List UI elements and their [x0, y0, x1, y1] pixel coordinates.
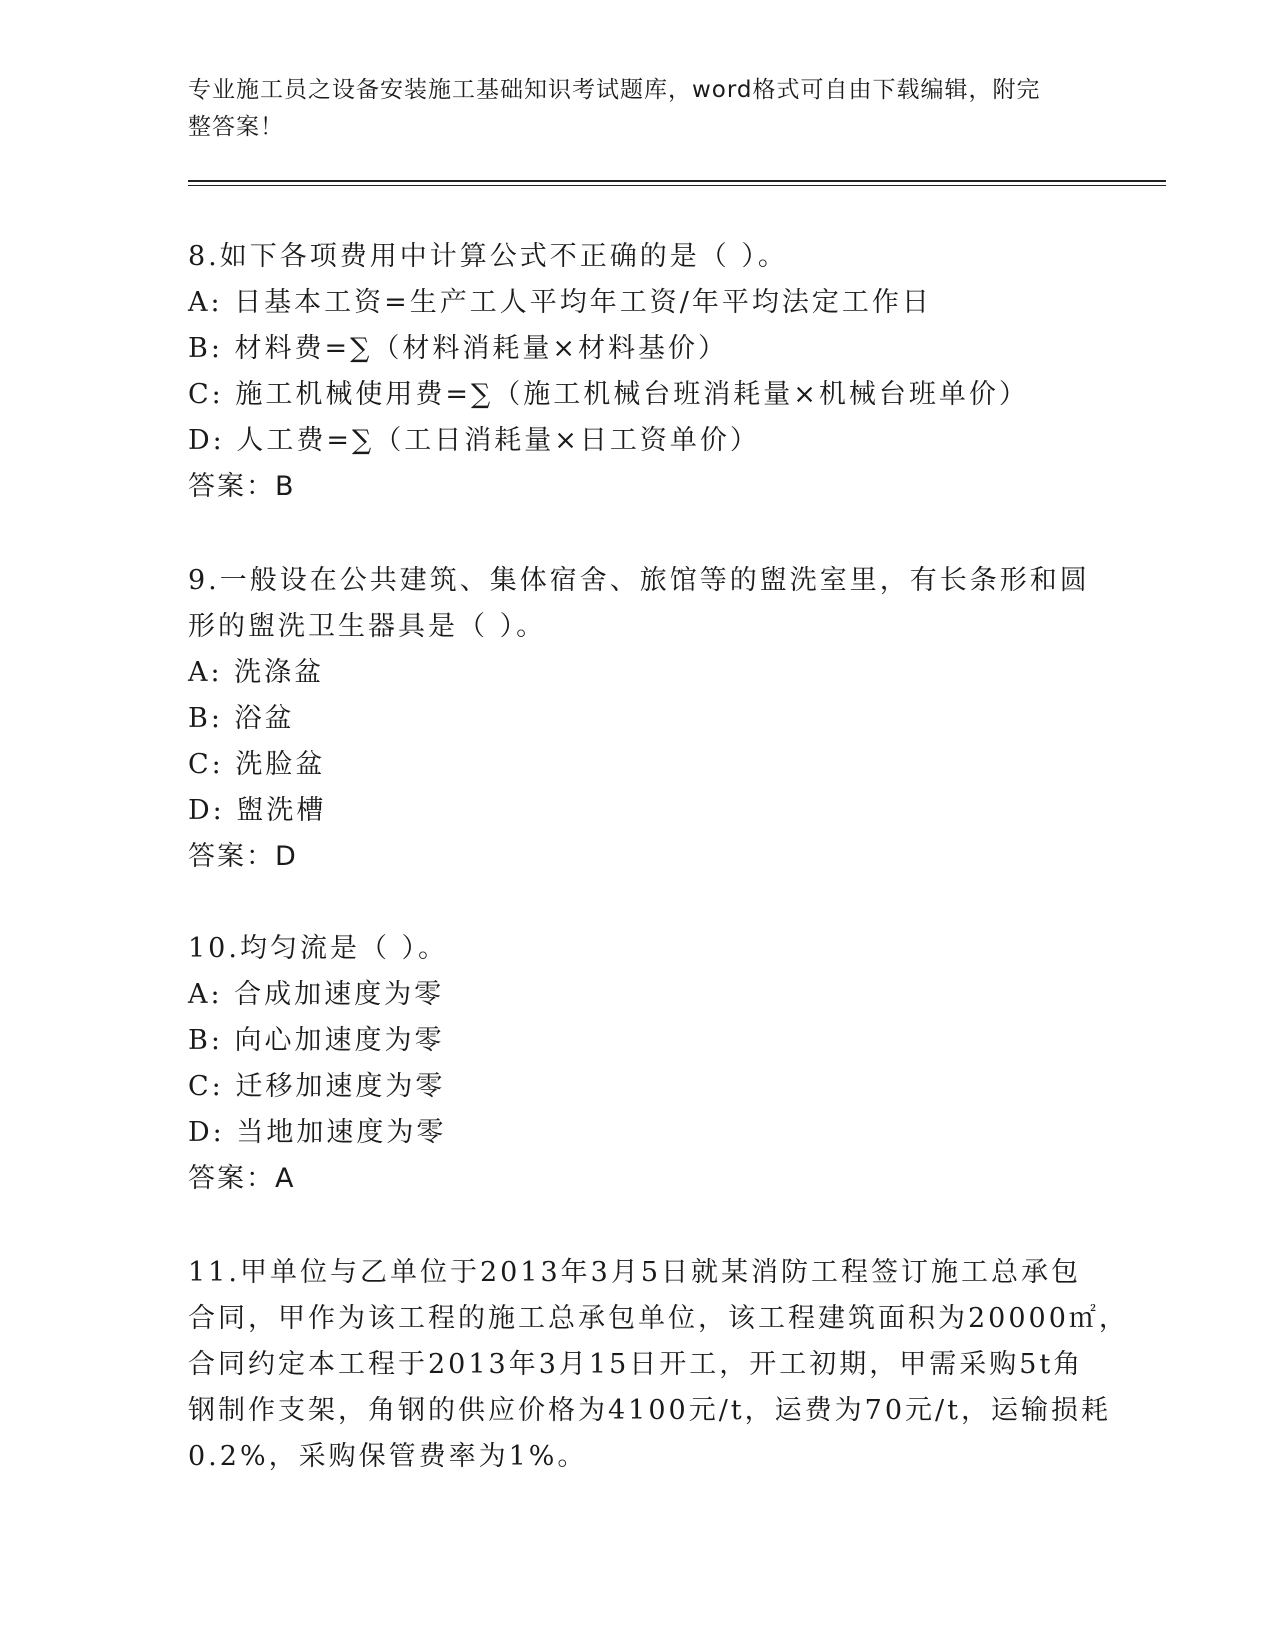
option-a: A: 洗涤盆 [188, 657, 325, 688]
header-rule-thick [188, 180, 1166, 182]
question-8 [188, 234, 1088, 510]
question-9 [188, 558, 1088, 880]
answer: 答案：D [188, 841, 298, 872]
question-stem: 合同约定本工程于2013年3月15日开工，开工初期，甲需采购5t角 [188, 1349, 1084, 1380]
option-c: C: 迁移加速度为零 [188, 1071, 446, 1102]
option-d: D: 盥洗槽 [188, 795, 327, 826]
question-stem: 形的盥洗卫生器具是（ ）。 [188, 611, 547, 642]
option-b: B: 浴盆 [188, 703, 295, 734]
option-b: B: 材料费=∑（材料消耗量×材料基价） [188, 333, 729, 364]
question-stem: 9.一般设在公共建筑、集体宿舍、旅馆等的盥洗室里，有长条形和圆 [188, 565, 1090, 596]
question-stem: 钢制作支架，角钢的供应价格为4100元/t，运费为70元/t，运输损耗 [188, 1395, 1111, 1426]
header-title-line-1: 专业施工员之设备安装施工基础知识考试题库，word格式可自由下载编辑，附完 [188, 77, 1041, 103]
option-c: C: 施工机械使用费=∑（施工机械台班消耗量×机械台班单价） [188, 379, 1029, 410]
question-11 [188, 1250, 1129, 1480]
option-c: C: 洗脸盆 [188, 749, 326, 780]
question-stem: 10.均匀流是（ ）。 [188, 933, 449, 964]
option-b: B: 向心加速度为零 [188, 1025, 445, 1056]
option-a: A: 日基本工资=生产工人平均年工资/年平均法定工作日 [188, 287, 932, 318]
option-a: A: 合成加速度为零 [188, 979, 445, 1010]
question-stem: 11.甲单位与乙单位于2013年3月5日就某消防工程签订施工总承包 [188, 1257, 1082, 1288]
option-d: D: 人工费=∑（工日消耗量×日工资单价） [188, 425, 760, 456]
answer: 答案：A [188, 1163, 296, 1194]
question-stem: 合同，甲作为该工程的施工总承包单位，该工程建筑面积为20000㎡， [188, 1303, 1129, 1334]
header-rule-thin [188, 185, 1166, 186]
page-header [188, 72, 1068, 146]
option-d: D: 当地加速度为零 [188, 1117, 447, 1148]
question-stem: 8.如下各项费用中计算公式不正确的是（ ）。 [188, 241, 788, 272]
question-10 [188, 926, 1088, 1202]
question-stem: 0.2%，采购保管费率为1%。 [188, 1441, 588, 1472]
header-title-line-2: 整答案！ [188, 114, 284, 140]
answer: 答案：B [188, 471, 296, 502]
